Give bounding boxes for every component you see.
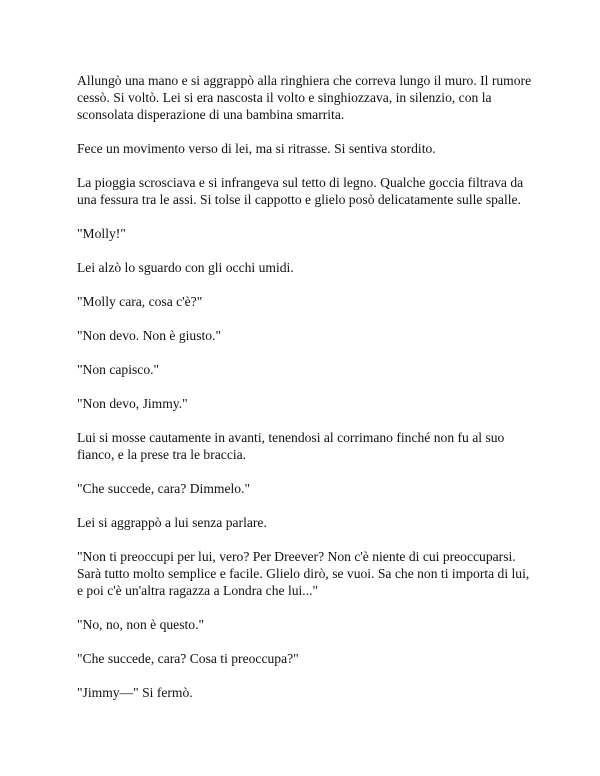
paragraph: Lui si mosse cautamente in avanti, tenendosi al corrimano finché non fu al suo fianco, e la prese tra le braccia. <box>77 430 505 462</box>
paragraph: "Non devo. Non è giusto." <box>77 328 222 343</box>
paragraph: "No, no, non è questo." <box>77 617 205 632</box>
paragraph: Lei alzò lo sguardo con gli occhi umidi. <box>77 260 294 275</box>
paragraph: "Che succede, cara? Cosa ti preoccupa?" <box>77 651 299 666</box>
paragraph: "Che succede, cara? Dimmelo." <box>77 481 251 496</box>
paragraph: Allungò una mano e si aggrappò alla ringhiera che correva lungo il muro. Il rumore cessò. Si voltò. Lei si era nascosta il volto e singhiozzava, in silenzio, con la sconsolata disperazione di una bambina smarrita. <box>77 73 532 122</box>
document-page <box>77 72 537 718</box>
paragraph: Lei si aggrappò a lui senza parlare. <box>77 515 267 530</box>
paragraph: La pioggia scrosciava e si infrangeva sul tetto di legno. Qualche goccia filtrava da una fessura tra le assi. Si tolse il cappotto e glielo posò delicatamente sulle spalle. <box>77 175 524 207</box>
paragraph: Fece un movimento verso di lei, ma si ritrasse. Si sentiva stordito. <box>77 141 436 156</box>
paragraph: "Jimmy—" Si fermò. <box>77 685 193 700</box>
paragraph: "Non devo, Jimmy." <box>77 396 188 411</box>
paragraph: "Molly!" <box>77 226 126 241</box>
paragraph: "Non ti preoccupi per lui, vero? Per Dreever? Non c'è niente di cui preoccuparsi. Sarà tutto molto semplice e facile. Glielo dirò, se vuoi. Sa che non ti importa di lui, e poi c'è un'altra ragazza a Londra che lui..." <box>77 549 530 598</box>
paragraph: "Non capisco." <box>77 362 160 377</box>
paragraph: "Molly cara, cosa c'è?" <box>77 294 203 309</box>
